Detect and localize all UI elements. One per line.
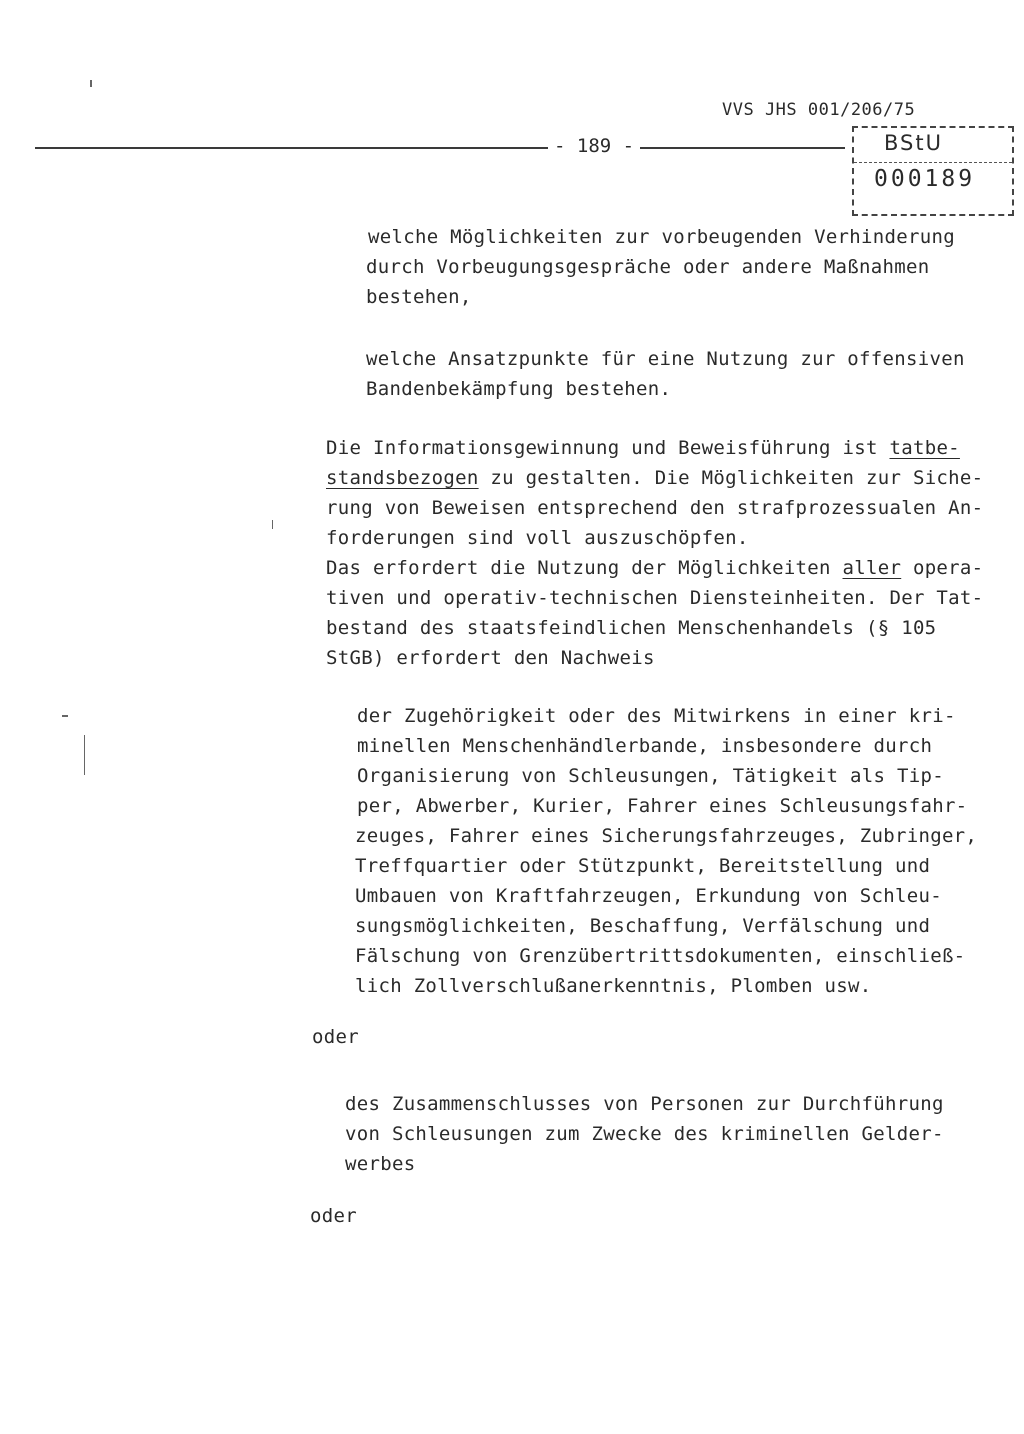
- text-line: bestand des staatsfeindlichen Menschenhandels (§ 105: [326, 617, 937, 639]
- text-line: von Schleusungen zum Zwecke des kriminellen Gelder-: [345, 1123, 944, 1145]
- stamp-divider: [854, 162, 1012, 163]
- text-line: [326, 467, 983, 489]
- scan-mark: [84, 735, 85, 775]
- text-segment: Das erfordert die Nutzung der Möglichkeiten: [326, 557, 843, 579]
- text-line: Treffquartier oder Stützpunkt, Bereitstellung und: [355, 855, 931, 877]
- archive-stamp: [852, 126, 1014, 216]
- text-line: lich Zollverschlußanerkenntnis, Plomben usw.: [355, 975, 872, 997]
- text-line: per, Abwerber, Kurier, Fahrer eines Schleusungsfahr-: [357, 795, 968, 817]
- text-line: des Zusammenschlusses von Personen zur Durchführung: [345, 1093, 944, 1115]
- text-line: tiven und operativ-technischen Diensteinheiten. Der Tat-: [326, 587, 984, 609]
- text-line: Fälschung von Grenzübertrittsdokumenten, einschließ-: [355, 945, 966, 967]
- text-line: Umbauen von Kraftfahrzeugen, Erkundung von Schleu-: [355, 885, 942, 907]
- text-line: werbes: [345, 1153, 416, 1175]
- text-line: bestehen,: [366, 286, 472, 308]
- scan-mark: [272, 520, 273, 529]
- text-line: sungsmöglichkeiten, Beschaffung, Verfälschung und: [355, 915, 931, 937]
- text-line: [326, 437, 960, 459]
- text-segment: zu gestalten. Die Möglichkeiten zur Siche-: [478, 467, 984, 489]
- text-line: der Zugehörigkeit oder des Mitwirkens in einer kri-: [357, 705, 956, 727]
- text-line: welche Möglichkeiten zur vorbeugenden Verhinderung: [368, 226, 955, 248]
- connector-word: oder: [312, 1026, 359, 1048]
- text-line: zeuges, Fahrer eines Sicherungsfahrzeuges, Zubringer,: [355, 825, 978, 847]
- text-line: StGB) erfordert den Nachweis: [326, 647, 655, 669]
- text-line: forderungen sind voll auszuschöpfen.: [326, 527, 749, 549]
- text-line: welche Ansatzpunkte für eine Nutzung zur offensiven: [366, 348, 965, 370]
- underlined-word: aller: [842, 557, 902, 579]
- text-segment: Die Informationsgewinnung und Beweisführung ist: [326, 437, 890, 459]
- document-reference: VVS JHS 001/206/75: [722, 100, 916, 120]
- underlined-word: standsbezogen: [326, 467, 479, 489]
- text-line: rung von Beweisen entsprechend den strafprozessualen An-: [326, 497, 984, 519]
- stamp-label: BStU: [884, 131, 943, 155]
- stamp-number: 000189: [874, 166, 976, 192]
- page-number: - 189 -: [548, 135, 640, 157]
- text-line: Organisierung von Schleusungen, Tätigkeit als Tip-: [357, 765, 944, 787]
- text-line: durch Vorbeugungsgespräche oder andere Maßnahmen: [366, 256, 930, 278]
- header-rule: [35, 147, 845, 149]
- scan-mark: [62, 715, 68, 717]
- text-segment: opera-: [901, 557, 984, 579]
- text-line: minellen Menschenhändlerbande, insbesondere durch: [357, 735, 933, 757]
- text-line: Bandenbekämpfung bestehen.: [366, 378, 672, 400]
- text-line: [326, 557, 983, 579]
- underlined-word: tatbe-: [889, 437, 960, 459]
- connector-word: oder: [310, 1205, 357, 1227]
- scan-mark: [90, 80, 92, 87]
